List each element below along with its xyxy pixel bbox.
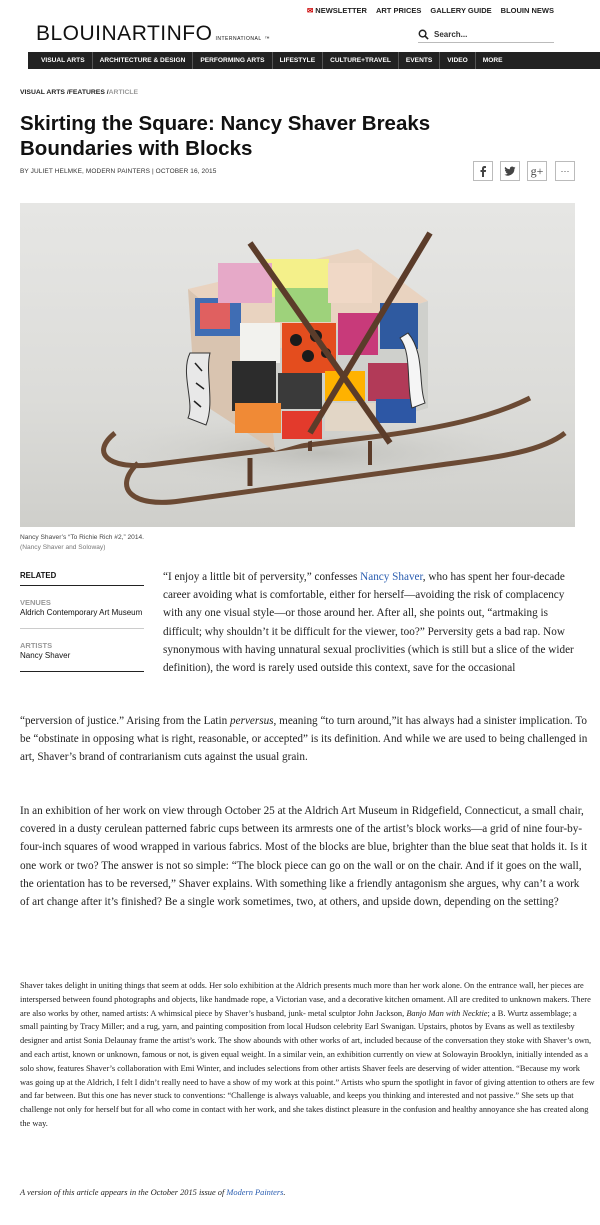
paragraph-2: In an exhibition of her work on view through October 25 at the Aldrich Art Museum in Ridgefield, Connecticut, a small chair, covered in a dusty cerulean patterned fabric cups between its armrests one of the artist’s block works—a grid of nine four-by-four-inch squares of wood wrapped in various fabrics. Most of the blocks are blue, brighter than the blue seat that holds it. Is it one work or two? The answer is not so simple: “The block piece can go on the wall or on the chair. And if it goes on the wall, the orientation has to be reversed,” Shaver explains. With something like a friendly antagonism she argues, why can’t a work of art change after it’s finished? Be a single work sometimes, two, at others, and upside down, depending on the setting? xyxy=(20,805,588,909)
blouin-news-link[interactable]: BLOUIN NEWS xyxy=(500,6,554,15)
nav-lifestyle[interactable]: LIFESTYLE xyxy=(273,52,324,69)
related-venue-link[interactable]: Aldrich Contemporary Art Museum xyxy=(20,608,143,617)
breadcrumb-visual-arts[interactable]: VISUAL ARTS xyxy=(20,89,65,96)
site-logo[interactable]: BLOUINARTINFO INTERNATIONAL ™ xyxy=(36,22,271,45)
main-nav xyxy=(28,52,600,69)
search-icon[interactable] xyxy=(418,29,429,40)
paragraph-1-continued: “perversion of justice.” Arising from the Latin perversus, meaning “to turn around,”it has always had a sinister implication. To be “obstinate in opposing what is right, reasonable, or accepted” is its definition. And while we are used to being challenged in art, Shaver’s brand of contrarianism cuts against the usual grain. xyxy=(20,715,588,764)
logo-subtitle: INTERNATIONAL xyxy=(215,36,262,42)
more-dots-icon: ··· xyxy=(560,166,570,176)
divider xyxy=(20,628,144,629)
caption-text: Nancy Shaver’s “To Richie Rich #2,” 2014. xyxy=(20,534,144,541)
facebook-icon xyxy=(477,165,489,177)
gallery-guide-link[interactable]: GALLERY GUIDE xyxy=(430,6,492,15)
nancy-shaver-link[interactable]: Nancy Shaver xyxy=(360,571,423,583)
breadcrumb-article: ARTICLE xyxy=(108,89,139,96)
search-input[interactable] xyxy=(434,30,544,39)
breadcrumb: VISUAL ARTS /FEATURES /ARTICLE xyxy=(20,89,139,96)
search-box xyxy=(418,27,554,43)
twitter-icon xyxy=(504,165,516,177)
related-heading: RELATED xyxy=(20,571,144,586)
more-share-button[interactable] xyxy=(555,161,575,181)
google-plus-icon: g+ xyxy=(530,163,544,178)
paragraph-1: “I enjoy a little bit of perversity,” confesses Nancy Shaver, who has spent her four-decade career avoiding what is comfortable, either for herself—avoiding the risk of complacency with any one visual style—or those around her. After all, she points out, “artmaking is difficult; why shouldn’t it be difficult for the viewer, too?” Perversity gets a bad rap. Now synonymous with having unnatural sexual proclivities (which is still but a slice of the wider definition), the word is rarely used outside this context, save for the occasional xyxy=(163,571,574,675)
venues-label: VENUES xyxy=(20,598,51,607)
art-prices-link[interactable]: ART PRICES xyxy=(375,6,422,15)
divider xyxy=(20,671,144,672)
nav-architecture-design[interactable]: ARCHITECTURE & DESIGN xyxy=(93,52,194,69)
artwork-image xyxy=(20,203,575,527)
nav-more[interactable]: MORE xyxy=(482,57,503,64)
related-box xyxy=(20,571,144,672)
site-header xyxy=(0,0,600,52)
modern-painters-link[interactable]: Modern Painters xyxy=(226,1188,284,1197)
related-artist-link[interactable]: Nancy Shaver xyxy=(20,651,71,660)
top-links xyxy=(307,6,554,15)
article-byline: BY JULIET HELMKE, MODERN PAINTERS | OCTOBER 16, 2015 xyxy=(20,168,217,175)
breadcrumb-features[interactable]: FEATURES xyxy=(68,89,105,96)
google-plus-share-button[interactable] xyxy=(527,161,547,181)
article-footnote: A version of this article appears in the October 2015 issue of Modern Painters. xyxy=(20,1188,286,1197)
twitter-share-button[interactable] xyxy=(500,161,520,181)
caption-credit: (Nancy Shaver and Soloway) xyxy=(20,544,106,551)
image-caption xyxy=(20,533,144,553)
paragraph-3: Shaver takes delight in uniting things that seem at odds. Her solo exhibition at the Aldrich presents much more than her work alone. On the entrance wall, her pieces are interspersed between found photographs and objects, like handmade rope, a Victorian vase, and a decorative kitchen ornament. All are credited to unknown makers. There are also works by other, named artists: A whimsical piece by Shaver’s husband, junk- metal sculptor John Jackson, Banjo Man with Necktie; a B. Wurtz assemblage; a small painting by Tracy Miller; and a rug, yarn, and painting composition from local Hudson celebrity Earl Swanigan. Upstairs, photos by Evans as well as textilesby designer and artist Sonia Delaunay frame the artist’s work. The show abounds with other works of art, included because of the conversation they stoke with Shaver’s own, and each artist, known or unknown, famous or not, is given equal weight. In a similar vein, an exhibition currently on view at Solowayin Brooklyn, initially intended as a solo show, features Shaver’s collaboration with Emi Winter, and includes selections from other artists Shaver feels are deserving of wider attention. “Because my work was going up at the Aldrich, I felt I didn’t really need to have a show of my work at this point.” Artists who spurn the spotlight in favor of giving attention to others are few and far between. But this one has never stuck to conventions: “Challenge is always valuable, and keeps you thinking and interested and not passive.” She sets up that challenge not only for herself but for all who come in contact with her work, and she takes distinct pleasure in the confusion and healthy annoyance she has created along the way. xyxy=(20,981,595,1128)
nav-culture-travel[interactable]: CULTURE+TRAVEL xyxy=(323,52,399,69)
article-title: Skirting the Square: Nancy Shaver Breaks Boundaries with Blocks xyxy=(20,112,431,160)
nav-performing-arts[interactable]: PERFORMING ARTS xyxy=(193,52,272,69)
nav-events[interactable]: EVENTS xyxy=(399,52,440,69)
bell-icon: ✉ xyxy=(307,6,314,15)
nav-visual-arts[interactable]: VISUAL ARTS xyxy=(34,52,93,69)
nav-video[interactable]: VIDEO xyxy=(440,52,476,69)
facebook-share-button[interactable] xyxy=(473,161,493,181)
artists-label: ARTISTS xyxy=(20,641,53,650)
hero-image xyxy=(20,203,575,527)
newsletter-link[interactable]: ✉ NEWSLETTER xyxy=(307,6,367,15)
